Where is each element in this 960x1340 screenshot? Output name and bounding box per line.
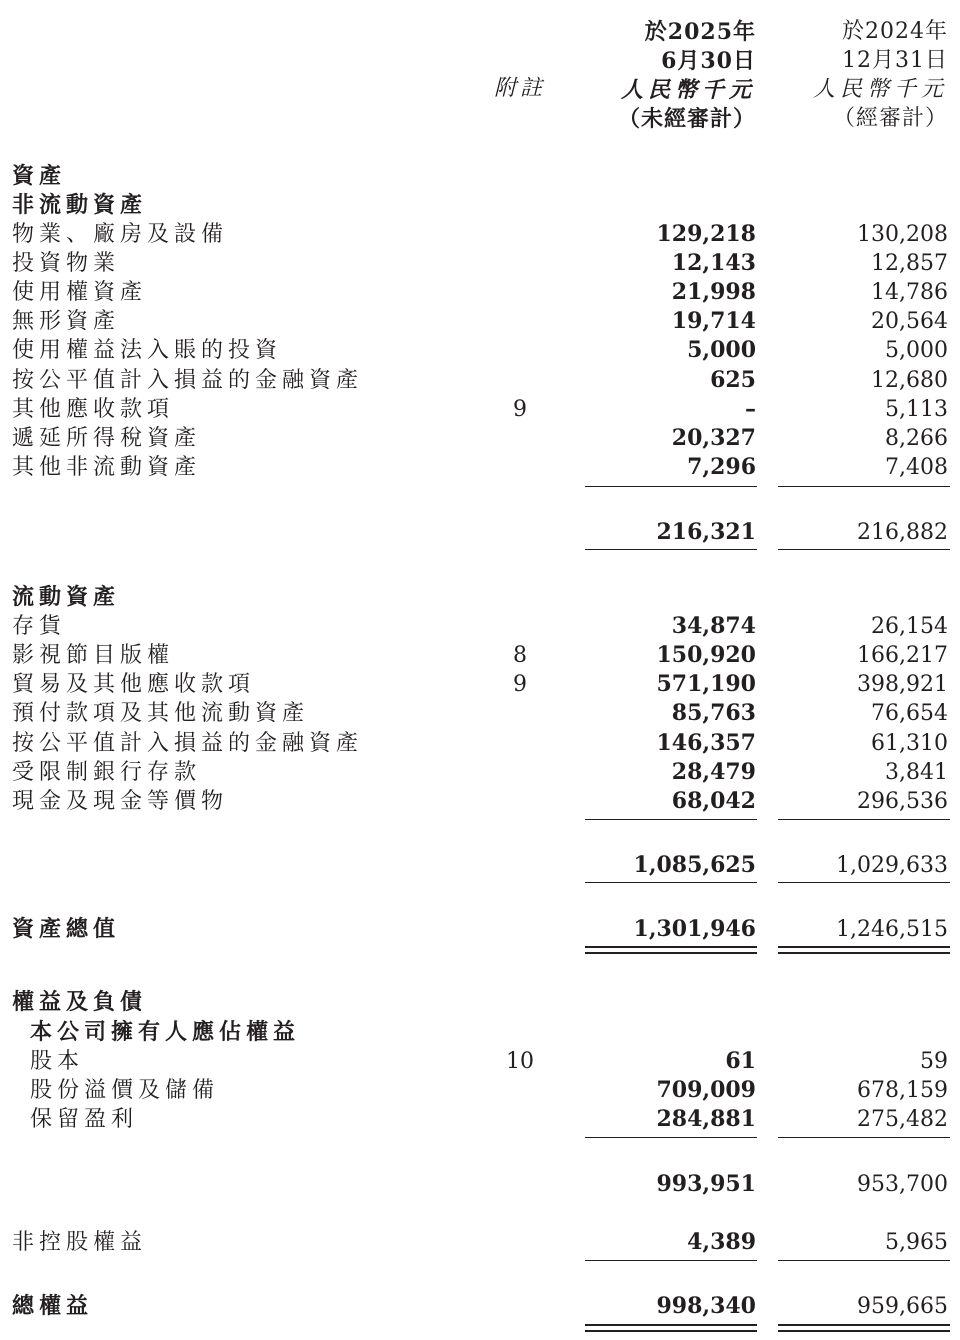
table-row <box>0 612 960 641</box>
row-prior-value: 12,857 <box>871 251 948 276</box>
table-row <box>0 641 960 670</box>
non-controlling-interests-row <box>0 1228 960 1257</box>
row-prior-value: 26,154 <box>871 614 948 639</box>
row-label: 本公司擁有人應佔權益 <box>30 1019 301 1045</box>
row-prior-value: 14,786 <box>871 280 948 305</box>
row-prior-value: 678,159 <box>857 1078 948 1103</box>
row-prior-value: 275,482 <box>857 1107 948 1132</box>
row-label: 使用權益法入賬的投資 <box>12 338 283 363</box>
row-label: 貿易及其他應收款項 <box>12 672 256 697</box>
row-prior-value: 1,246,515 <box>836 917 948 942</box>
row-prior-value: 59 <box>920 1049 948 1074</box>
table-row <box>0 366 960 395</box>
total-rule <box>778 549 950 550</box>
row-current-value: 216,321 <box>656 519 756 545</box>
row-current-value: 5,000 <box>687 337 756 363</box>
row-label: 受限制銀行存款 <box>12 760 202 785</box>
row-label: 流動資產 <box>12 584 121 610</box>
section-heading-current-assets <box>0 583 960 612</box>
table-row <box>0 1047 960 1076</box>
row-label: 按公平值計入損益的金融資產 <box>12 368 364 393</box>
grand-total-double-rule <box>585 1324 757 1332</box>
subtotal-rule <box>585 486 757 487</box>
row-current-value: 12,143 <box>671 250 756 276</box>
row-current-value: 150,920 <box>656 642 756 668</box>
row-prior-value: 12,680 <box>871 368 948 393</box>
row-label: 其他非流動資產 <box>12 455 202 480</box>
table-row <box>0 424 960 453</box>
table-row <box>0 249 960 278</box>
row-label: 無形資產 <box>12 309 121 334</box>
row-current-value: 68,042 <box>671 788 756 814</box>
row-prior-value: 7,408 <box>885 455 948 480</box>
row-note: 10 <box>506 1049 534 1074</box>
row-current-value: 1,085,625 <box>633 852 756 878</box>
row-label: 現金及現金等價物 <box>12 789 229 814</box>
row-prior-value: 20,564 <box>871 309 948 334</box>
grand-total-double-rule <box>778 1324 950 1332</box>
note-column-header: 附註 <box>493 76 546 101</box>
row-label: 保留盈利 <box>30 1107 139 1132</box>
row-label: 預付款項及其他流動資產 <box>12 701 310 726</box>
total-rule <box>778 882 950 883</box>
row-label: 總權益 <box>12 1293 94 1319</box>
owners-equity-total-row <box>0 1170 960 1199</box>
table-row <box>0 1076 960 1105</box>
total-equity-row <box>0 1292 960 1321</box>
row-note: 9 <box>513 397 527 422</box>
current-period-currency: 人民幣千元 <box>620 77 756 103</box>
grand-total-double-rule <box>585 946 757 954</box>
row-prior-value: 130,208 <box>857 222 948 247</box>
row-prior-value: 5,965 <box>885 1230 948 1255</box>
row-label: 投資物業 <box>12 251 121 276</box>
row-prior-value: 398,921 <box>857 672 948 697</box>
row-current-value: 61 <box>725 1048 756 1074</box>
row-prior-value: 5,000 <box>885 338 948 363</box>
row-prior-value: 5,113 <box>885 397 948 422</box>
current-period-audit-status: （未經審計） <box>617 106 756 132</box>
table-row <box>0 699 960 728</box>
table-row <box>0 670 960 699</box>
row-current-value: 19,714 <box>671 308 756 334</box>
row-current-value: 146,357 <box>656 730 756 756</box>
row-current-value: 709,009 <box>656 1077 756 1103</box>
row-label: 物業、廠房及設備 <box>12 222 229 247</box>
section-heading-owners-equity <box>0 1018 960 1047</box>
row-current-value: 21,998 <box>671 279 756 305</box>
row-current-value: 993,951 <box>656 1171 756 1197</box>
row-label: 資產 <box>12 163 67 189</box>
row-label: 股份溢價及儲備 <box>30 1078 220 1103</box>
row-prior-value: 216,882 <box>857 520 948 545</box>
row-label: 股本 <box>30 1049 85 1074</box>
row-prior-value: 959,665 <box>857 1294 948 1319</box>
row-label: 遞延所得稅資產 <box>12 426 202 451</box>
row-label: 資產總值 <box>12 916 121 942</box>
row-label: 其他應收款項 <box>12 397 175 422</box>
row-prior-value: 953,700 <box>857 1172 948 1197</box>
row-prior-value: 1,029,633 <box>836 853 948 878</box>
row-label: 非流動資產 <box>12 192 148 218</box>
row-current-value: 85,763 <box>671 700 756 726</box>
non-current-assets-total-row <box>0 518 960 547</box>
row-label: 使用權資產 <box>12 280 148 305</box>
row-current-value: 571,190 <box>656 671 756 697</box>
row-current-value: 998,340 <box>656 1293 756 1319</box>
table-row <box>0 1105 960 1134</box>
subtotal-rule <box>585 819 757 820</box>
row-current-value: – <box>745 396 756 422</box>
row-current-value: 28,479 <box>671 759 756 785</box>
section-heading-equity-liabilities <box>0 988 960 1017</box>
subtotal-rule <box>778 819 950 820</box>
current-period-year: 於2025年 <box>644 19 756 45</box>
row-label: 存貨 <box>12 614 67 639</box>
subtotal-rule <box>778 1137 950 1138</box>
row-current-value: 1,301,946 <box>633 916 756 942</box>
row-prior-value: 8,266 <box>885 426 948 451</box>
subtotal-rule <box>778 1260 950 1261</box>
current-assets-total-row <box>0 851 960 880</box>
prior-period-date: 12月31日 <box>842 48 948 73</box>
current-period-date: 6月30日 <box>661 48 756 74</box>
subtotal-rule <box>585 1137 757 1138</box>
row-current-value: 20,327 <box>671 425 756 451</box>
grand-total-double-rule <box>778 946 950 954</box>
prior-period-audit-status: （經審計） <box>832 106 948 131</box>
table-row <box>0 278 960 307</box>
row-current-value: 4,389 <box>687 1229 756 1255</box>
row-prior-value: 3,841 <box>885 760 948 785</box>
row-prior-value: 76,654 <box>871 701 948 726</box>
row-prior-value: 296,536 <box>857 789 948 814</box>
row-label: 按公平值計入損益的金融資產 <box>12 731 364 756</box>
row-label: 非控股權益 <box>12 1230 148 1255</box>
table-row <box>0 729 960 758</box>
table-row <box>0 395 960 424</box>
section-heading-non-current-assets <box>0 191 960 220</box>
table-row <box>0 220 960 249</box>
table-row <box>0 336 960 365</box>
total-rule <box>585 882 757 883</box>
row-note: 8 <box>513 643 527 668</box>
row-current-value: 284,881 <box>656 1106 756 1132</box>
total-rule <box>585 549 757 550</box>
table-row <box>0 758 960 787</box>
total-assets-row <box>0 915 960 944</box>
row-label: 影視節目版權 <box>12 643 175 668</box>
row-current-value: 625 <box>710 367 756 393</box>
row-current-value: 129,218 <box>656 221 756 247</box>
row-prior-value: 61,310 <box>871 731 948 756</box>
row-current-value: 7,296 <box>687 454 756 480</box>
prior-period-year: 於2024年 <box>842 19 948 44</box>
table-row <box>0 307 960 336</box>
row-current-value: 34,874 <box>671 613 756 639</box>
table-row <box>0 453 960 482</box>
prior-period-currency: 人民幣千元 <box>812 77 948 102</box>
section-heading-assets <box>0 162 960 191</box>
row-label: 權益及負債 <box>12 989 148 1015</box>
table-row <box>0 787 960 816</box>
row-prior-value: 166,217 <box>857 643 948 668</box>
subtotal-rule <box>585 1260 757 1261</box>
subtotal-rule <box>778 486 950 487</box>
row-note: 9 <box>513 672 527 697</box>
